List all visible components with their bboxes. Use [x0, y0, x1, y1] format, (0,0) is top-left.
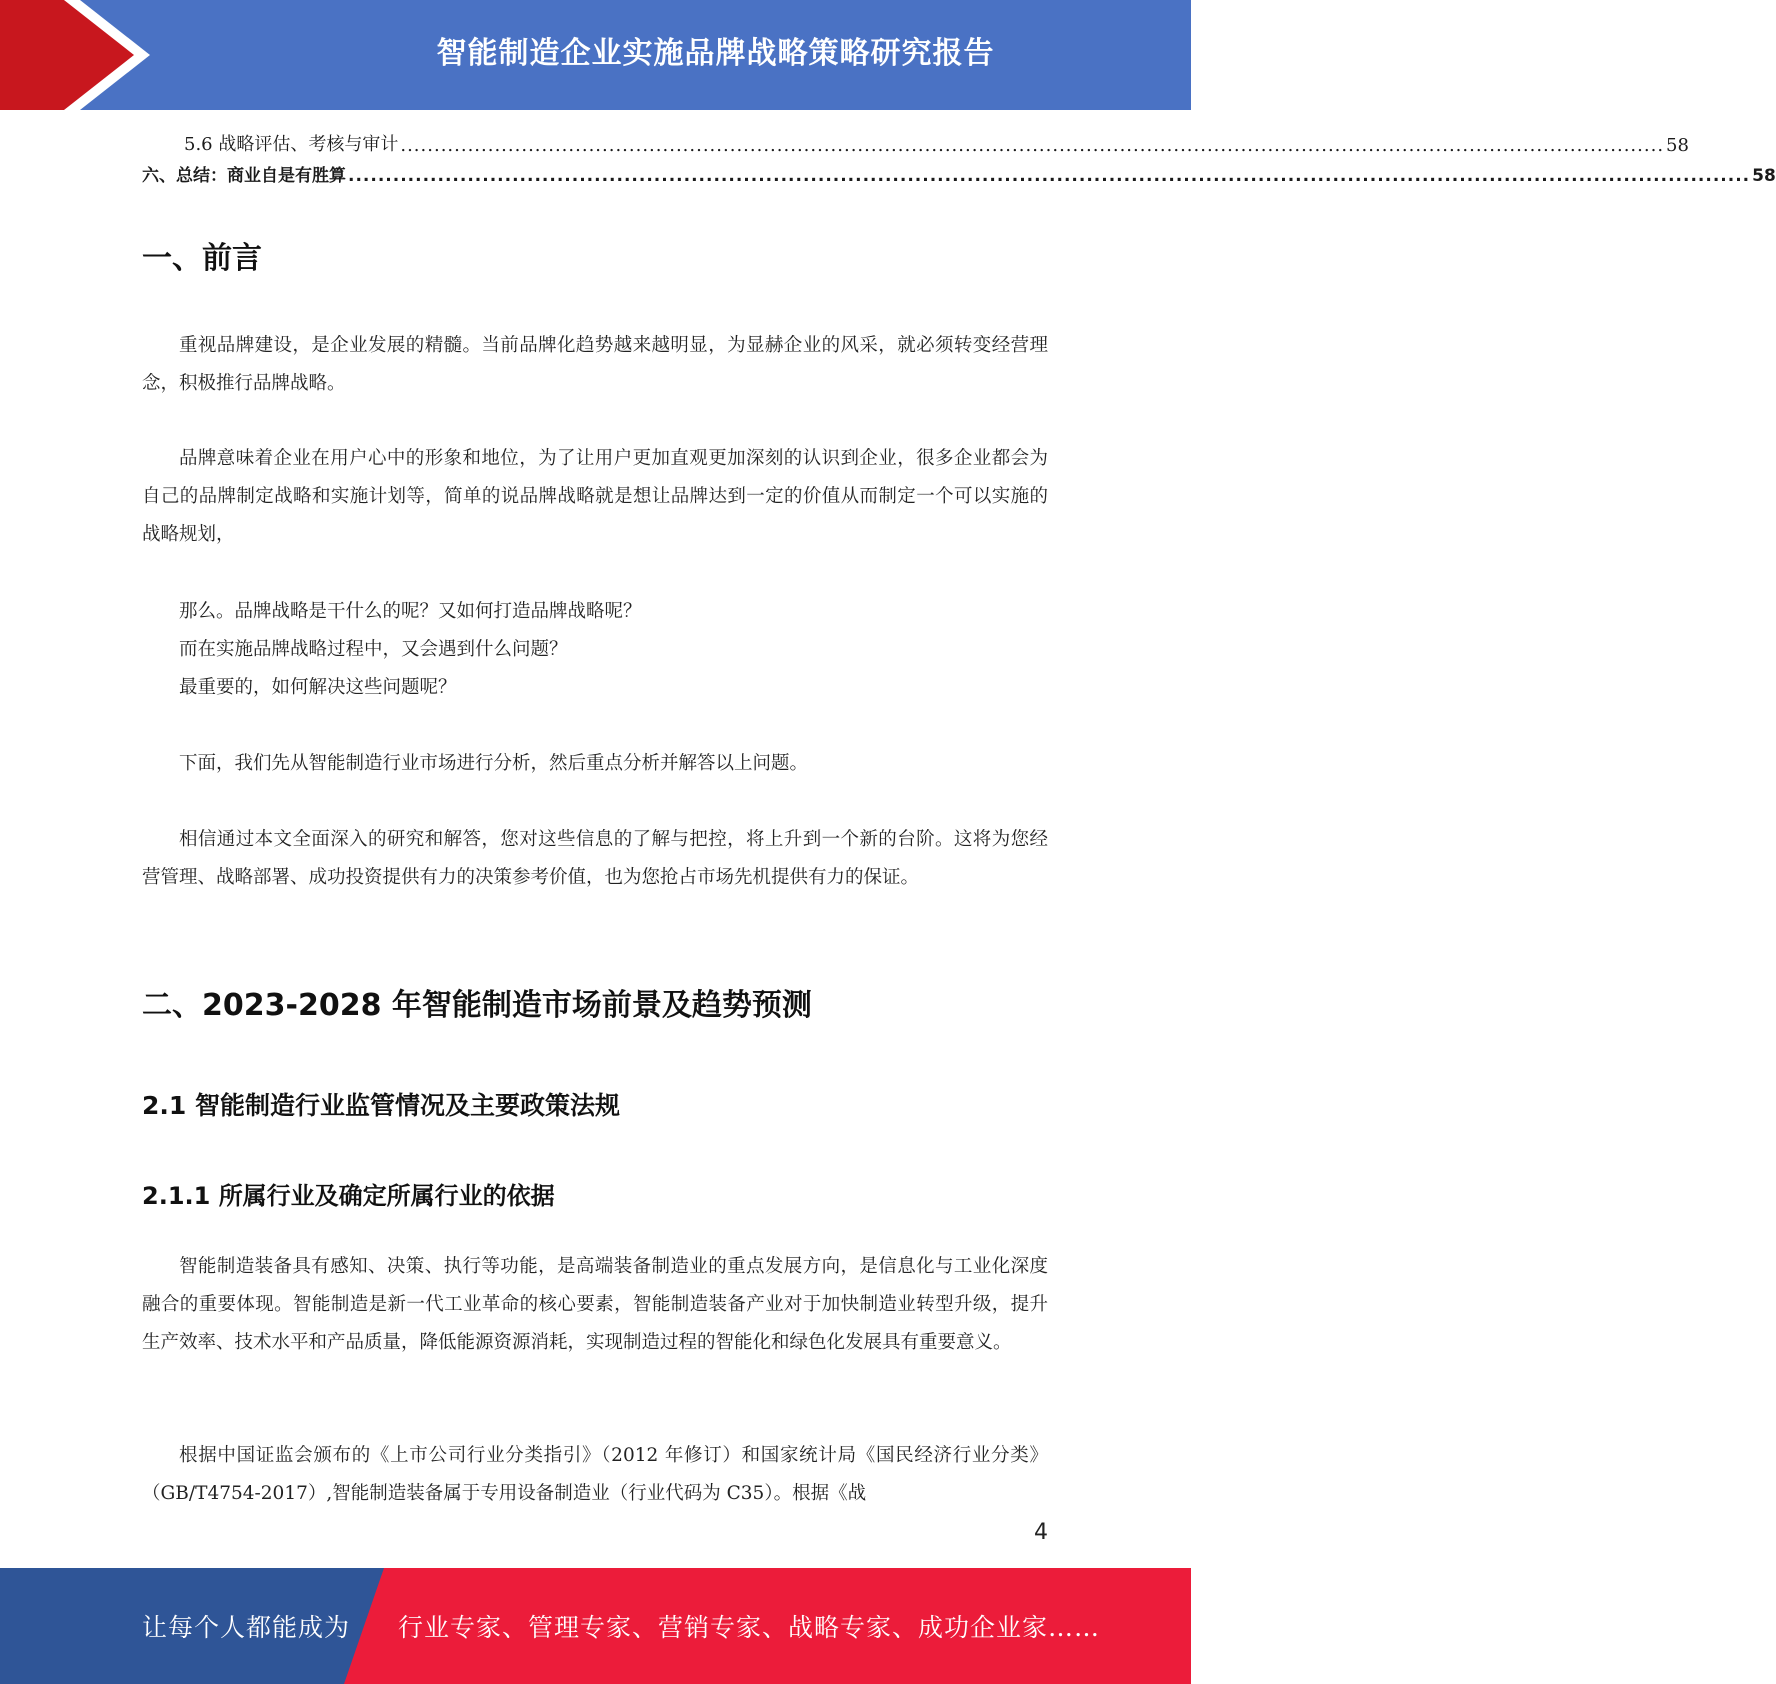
subsection-heading: 2.1 智能制造行业监管情况及主要政策法规	[142, 1091, 620, 1120]
page-header	[0, 0, 1191, 110]
paragraph: 相信通过本文全面深入的研究和解答，您对这些信息的了解与把控，将上升到一个新的台阶。这将为您经营管理、战略部署、成功投资提供有力的决策参考价值，也为您抢占市场先机提供有力的保证。	[142, 829, 1048, 888]
question-line: 而在实施品牌战略过程中，又会遇到什么问题？	[179, 639, 568, 660]
paragraph: 下面，我们先从智能制造行业市场进行分析，然后重点分析并解答以上问题。	[179, 753, 809, 774]
report-title: 智能制造企业实施品牌战略策略研究报告	[436, 36, 995, 71]
toc-entry-label: 5.6 战略评估、考核与审计	[184, 134, 399, 155]
toc-entry[interactable]	[142, 128, 1689, 156]
paragraph: 根据中国证监会颁布的《上市公司行业分类指引》（2012 年修订）和国家统计局《国民经济行业分类》（GB/T4754-2017）,智能制造装备属于专用设备制造业（行业代码为 C35）。根据《战	[142, 1445, 1048, 1504]
paragraph: 重视品牌建设，是企业发展的精髓。当前品牌化趋势越来越明显，为显赫企业的风采，就必须转变经营理念，积极推行品牌战略。	[142, 335, 1048, 394]
toc-entry-page: 58	[1666, 135, 1689, 156]
toc-leader-dots: ............................................................................................................................................................................................	[400, 135, 1665, 156]
toc-entry-label: 六、总结：商业自是有胜算	[142, 166, 346, 186]
toc-leader-dots: ............................................................................................................................................................................................	[348, 166, 1751, 186]
question-line: 那么。品牌战略是干什么的呢？又如何打造品牌战略呢？	[179, 601, 642, 622]
section-heading-preface: 一、前言	[142, 241, 262, 276]
subsubsection-heading: 2.1.1 所属行业及确定所属行业的依据	[142, 1182, 555, 1210]
paragraph: 智能制造装备具有感知、决策、执行等功能，是高端装备制造业的重点发展方向，是信息化与工业化深度融合的重要体现。智能制造是新一代工业革命的核心要素，智能制造装备产业对于加快制造业转型升级，提升生产效率、技术水平和产品质量，降低能源资源消耗，实现制造过程的智能化和绿色化发展具有重要意义。	[142, 1256, 1048, 1353]
paragraph: 品牌意味着企业在用户心中的形象和地位，为了让用户更加直观更加深刻的认识到企业，很多企业都会为自己的品牌制定战略和实施计划等，简单的说品牌战略就是想让品牌达到一定的价值从而制定一个可以实施的战略规划，	[142, 448, 1048, 545]
footer-slogan-left: 让每个人都能成为	[142, 1613, 351, 1642]
page-footer	[0, 1568, 1191, 1684]
page-number: 4	[1034, 1520, 1048, 1545]
footer-slogan-right: 行业专家、管理专家、营销专家、战略专家、成功企业家……	[398, 1613, 1101, 1642]
toc-entry[interactable]	[142, 158, 1776, 186]
toc-entry-page: 58	[1752, 166, 1776, 186]
question-line: 最重要的，如何解决这些问题呢？	[179, 677, 457, 698]
chapter-heading: 二、2023-2028 年智能制造市场前景及趋势预测	[142, 988, 812, 1023]
